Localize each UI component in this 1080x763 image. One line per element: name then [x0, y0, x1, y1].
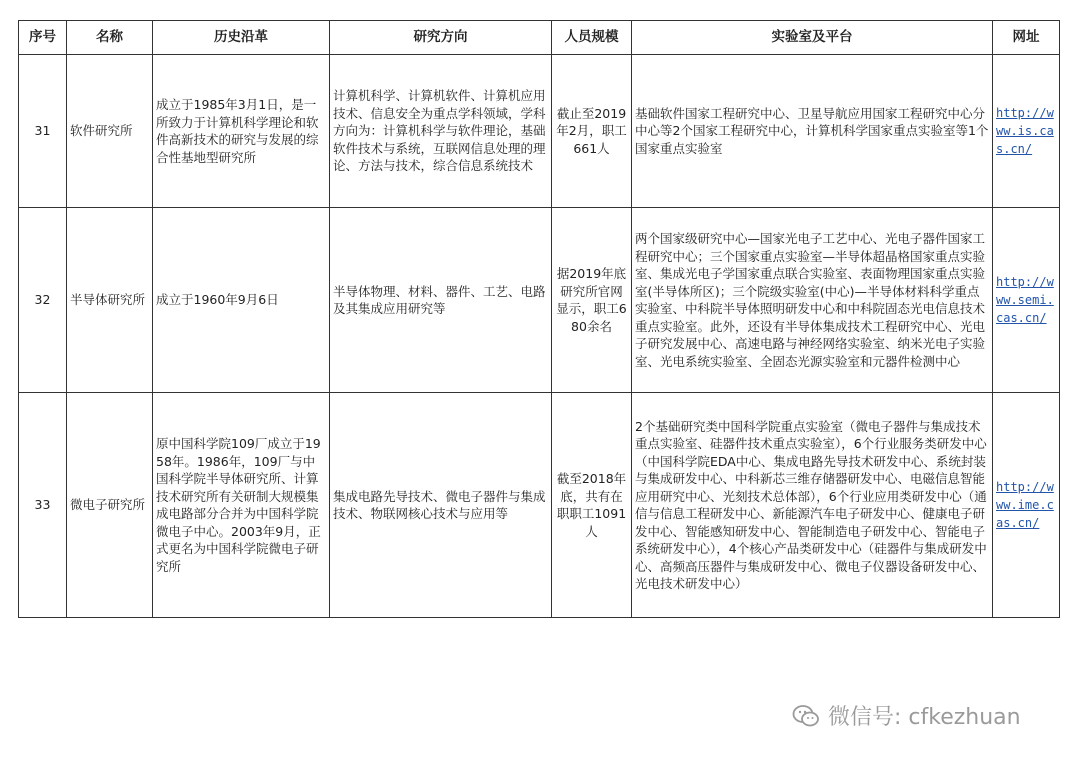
cell-history: 成立于1985年3月1日，是一所致力于计算机科学理论和软件高新技术的研究与发展的综合性基地型研究所	[153, 55, 330, 208]
header-staff: 人员规模	[552, 21, 632, 55]
watermark-text: 微信号: cfkezhuan	[828, 705, 1021, 730]
header-labs: 实验室及平台	[632, 21, 993, 55]
header-row	[19, 21, 1060, 55]
cell-labs: 基础软件国家工程研究中心、卫星导航应用国家工程研究中心分中心等2个国家工程研究中心，计算机科学国家重点实验室等1个国家重点实验室	[632, 55, 993, 208]
institute-table	[18, 20, 1060, 618]
cell-no: 32	[19, 208, 67, 393]
cell-research: 集成电路先导技术、微电子器件与集成技术、物联网核心技术与应用等	[330, 393, 552, 618]
cell-staff: 截止至2019年2月，职工661人	[552, 55, 632, 208]
cell-no: 33	[19, 393, 67, 618]
wechat-icon	[792, 704, 820, 728]
cell-history: 原中国科学院109厂成立于1958年。1986年，109厂与中国科学院半导体研究所、计算技术研究所有关研制大规模集成电路部分合并为中国科学院微电子中心。2003年9月，正式更名为中国科学院微电子研究所	[153, 393, 330, 618]
header-url: 网址	[993, 21, 1060, 55]
cell-name: 软件研究所	[67, 55, 153, 208]
cell-research: 计算机科学、计算机软件、计算机应用技术、信息安全为重点学科领域，学科方向为：计算机科学与软件理论，基础软件技术与系统，互联网信息处理的理论、方法与技术，综合信息系统技术	[330, 55, 552, 208]
cell-no: 31	[19, 55, 67, 208]
watermark	[792, 700, 1021, 731]
header-no: 序号	[19, 21, 67, 55]
cell-url	[993, 55, 1060, 208]
cell-labs: 两个国家级研究中心—国家光电子工艺中心、光电子器件国家工程研究中心；三个国家重点实验室—半导体超晶格国家重点实验室、集成光电子学国家重点联合实验室、表面物理国家重点实验室(半导体所区)；三个院级实验室(中心)—半导体材料科学重点实验室、中科院半导体照明研发中心和中科院固态光电信息技术重点实验室。此外，还设有半导体集成技术工程研究中心、光电子研究发展中心、高速电路与神经网络实验室、纳米光电子实验室、光电系统实验室、全固态光源实验室和元器件检测中心	[632, 208, 993, 393]
table-row	[19, 208, 1060, 393]
cell-url	[993, 393, 1060, 618]
table-row	[19, 393, 1060, 618]
header-history: 历史沿革	[153, 21, 330, 55]
cell-research: 半导体物理、材料、器件、工艺、电路及其集成应用研究等	[330, 208, 552, 393]
cell-history: 成立于1960年9月6日	[153, 208, 330, 393]
header-research: 研究方向	[330, 21, 552, 55]
header-name: 名称	[67, 21, 153, 55]
cell-name: 半导体研究所	[67, 208, 153, 393]
cell-url	[993, 208, 1060, 393]
cell-labs: 2个基础研究类中国科学院重点实验室（微电子器件与集成技术重点实验室、硅器件技术重点实验室），6个行业服务类研发中心（中国科学院EDA中心、集成电路先导技术研发中心、系统封装与集成研发中心、中科新芯三维存储器研发中心、电磁信息智能应用研究中心、光刻技术总体部），6个行业应用类研发中心（通信与信息工程研发中心、新能源汽车电子研发中心、健康电子研发中心、智能感知研发中心、智能制造电子研发中心、智能电子系统研发中心），4个核心产品类研发中心（硅器件与集成研发中心、高频高压器件与集成研发中心、微电子仪器设备研发中心、光电技术研发中心）	[632, 393, 993, 618]
cell-name: 微电子研究所	[67, 393, 153, 618]
table-row	[19, 55, 1060, 208]
website-link[interactable]: http://www.ime.cas.cn/	[996, 480, 1054, 530]
website-link[interactable]: http://www.is.cas.cn/	[996, 106, 1054, 156]
cell-staff: 截至2018年底，共有在职职工1091人	[552, 393, 632, 618]
website-link[interactable]: http://www.semi.cas.cn/	[996, 275, 1054, 325]
cell-staff: 据2019年底研究所官网显示，职工680余名	[552, 208, 632, 393]
